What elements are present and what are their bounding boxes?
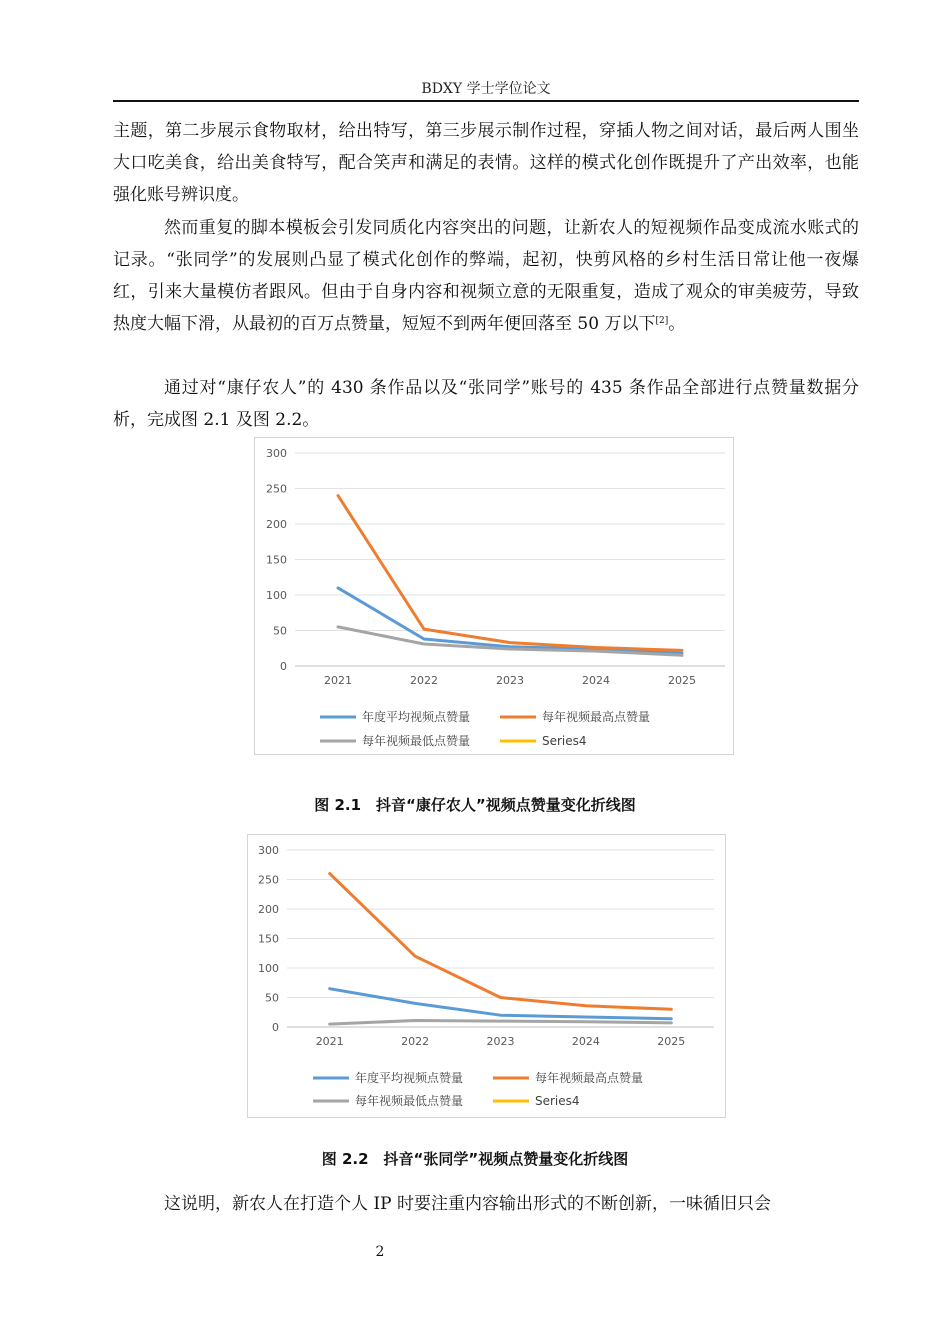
legend-label: Series4	[542, 734, 587, 748]
paragraph-4: 这说明，新农人在打造个人 IP 时要注重内容输出形式的不断创新，一味循旧只会	[164, 1194, 771, 1214]
x-tick-label: 2024	[582, 674, 610, 687]
header-rule	[113, 100, 859, 102]
y-tick-label: 250	[266, 482, 287, 496]
figure-2-2-svg	[248, 835, 725, 1117]
paragraph-2-text: 然而重复的脚本模板会引发同质化内容突出的问题，让新农人的短视频作品变成流水账式的记录。“张同学”的发展则凸显了模式化创作的弊端，起初，快剪风格的乡村生活日常让他一夜爆红，引来大量模仿者跟风。但由于自身内容和视频立意的无限重复，造成了观众的审美疲劳，导致热度大幅下滑，从最初的百万点赞量，短短不到两年便回落至 50 万以下	[113, 218, 859, 334]
paragraph-1: 主题，第二步展示食物取材，给出特写，第三步展示制作过程，穿插人物之间对话，最后两人围坐大口吃美食，给出美食特写，配合笑声和满足的表情。这样的模式化创作既提升了产出效率，也能强化账号辨识度。	[113, 121, 859, 205]
figure-2-1-chart	[254, 437, 734, 755]
y-tick-label: 200	[258, 903, 279, 916]
y-tick-label: 100	[258, 962, 279, 975]
legend-label: Series4	[535, 1094, 580, 1108]
x-tick-label: 2022	[410, 674, 438, 687]
legend-label: 年度平均视频点赞量	[355, 1071, 464, 1085]
y-tick-label: 300	[258, 844, 279, 857]
x-tick-label: 2025	[657, 1035, 686, 1048]
x-tick-label: 2021	[324, 674, 352, 687]
y-tick-label: 150	[266, 553, 287, 567]
y-tick-label: 0	[280, 660, 287, 673]
legend-label: 每年视频最高点赞量	[535, 1071, 644, 1085]
legend-label: 每年视频最低点赞量	[355, 1094, 464, 1108]
y-tick-label: 100	[266, 589, 287, 602]
x-tick-label: 2025	[668, 674, 696, 687]
running-header: BDXY 学士学位论文	[421, 81, 551, 97]
legend-label: 年度平均视频点赞量	[362, 710, 471, 724]
paragraph-2-end: 。	[668, 314, 686, 334]
legend-label: 每年视频最高点赞量	[542, 710, 651, 724]
figure-2-2-chart	[247, 834, 726, 1118]
y-tick-label: 0	[272, 1021, 279, 1034]
x-tick-label: 2022	[401, 1035, 430, 1048]
series-line-2	[330, 874, 672, 1010]
figure-2-2-caption: 图 2.2 抖音“张同学”视频点赞量变化折线图	[321, 1150, 629, 1168]
x-tick-label: 2021	[315, 1035, 344, 1048]
page-number: 2	[375, 1244, 385, 1260]
y-tick-label: 50	[273, 624, 287, 638]
citation-ref: [2]	[655, 316, 669, 326]
x-tick-label: 2023	[496, 674, 524, 687]
series-line-3	[330, 1021, 672, 1025]
figure-2-1-caption: 图 2.1 抖音“康仔农人”视频点赞量变化折线图	[314, 796, 636, 814]
x-tick-label: 2024	[571, 1035, 600, 1048]
y-tick-label: 300	[266, 447, 287, 460]
y-tick-label: 50	[265, 991, 279, 1005]
x-tick-label: 2023	[486, 1035, 515, 1048]
legend-label: 每年视频最低点赞量	[362, 734, 471, 748]
series-line-2	[338, 496, 682, 651]
paragraph-2	[113, 212, 859, 340]
series-line-1	[330, 989, 672, 1019]
figure-2-1-svg	[255, 438, 733, 754]
paragraph-3: 通过对“康仔农人”的 430 条作品以及“张同学”账号的 435 条作品全部进行点赞量数据分析，完成图 2.1 及图 2.2。	[113, 378, 859, 430]
y-tick-label: 200	[266, 518, 287, 531]
y-tick-label: 150	[258, 932, 279, 946]
y-tick-label: 250	[258, 873, 279, 887]
